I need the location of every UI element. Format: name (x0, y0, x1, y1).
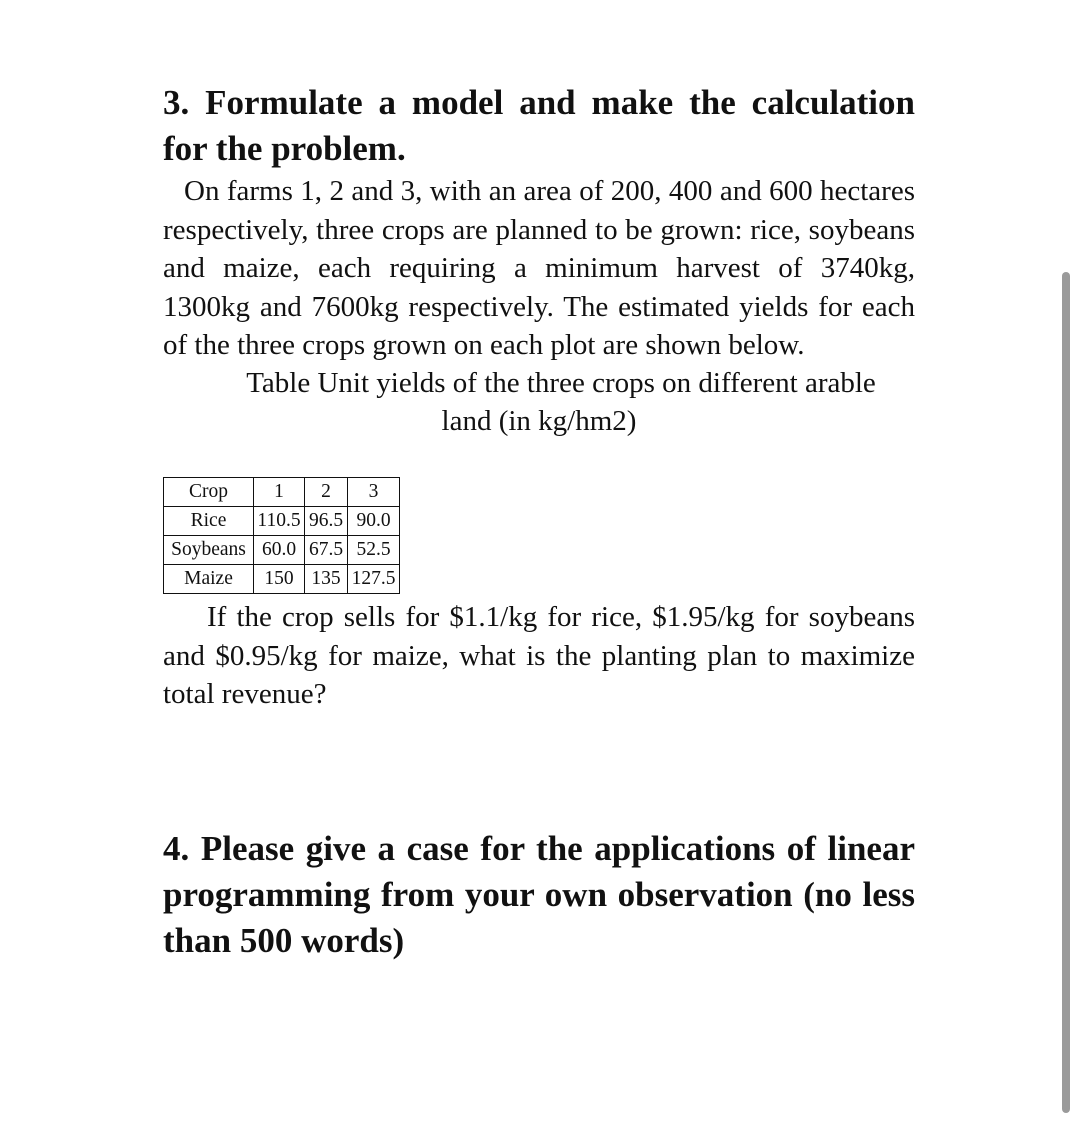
vertical-scrollbar[interactable] (1062, 272, 1070, 1113)
table-cell: 96.5 (305, 507, 348, 536)
table-row (164, 536, 400, 565)
table-header-cell: 3 (348, 478, 400, 507)
table-caption-line2: land (in kg/hm2) (441, 404, 637, 437)
table-cell: 60.0 (254, 536, 305, 565)
question-4-heading: 4. Please give a case for the applications of linear programming from your own observation (no less than 500 words) (163, 829, 915, 960)
crop-yield-table (163, 477, 400, 594)
table-row (164, 507, 400, 536)
table-cell: 127.5 (348, 565, 400, 594)
table-caption-line1: Table Unit yields of the three crops on different arable (246, 366, 876, 399)
question-3-heading: 3. Formulate a model and make the calculation for the problem. (163, 83, 915, 168)
table-row (164, 565, 400, 594)
table-header-cell: Crop (164, 478, 254, 507)
table-cell: Soybeans (164, 536, 254, 565)
table-header-cell: 2 (305, 478, 348, 507)
question-4-section (163, 826, 915, 964)
table-cell: 110.5 (254, 507, 305, 536)
question-3-section (163, 80, 915, 440)
table-cell: Rice (164, 507, 254, 536)
table-cell: 150 (254, 565, 305, 594)
question-3-ask (163, 598, 915, 714)
question-3-intro: On farms 1, 2 and 3, with an area of 200, 400 and 600 hectares respectively, three crops are planned to be grown: rice, soybeans and maize, each requiring a minimum harvest of 3740kg, 1300kg and 7600kg respectively. The estimated yields for each of the three crops grown on each plot are shown below. (163, 175, 915, 361)
table-header-cell: 1 (254, 478, 305, 507)
table-cell: 90.0 (348, 507, 400, 536)
question-3-question: If the crop sells for $1.1/kg for rice, $1.95/kg for soybeans and $0.95/kg for maize, what is the planting plan to maximize total revenue? (163, 601, 915, 710)
table-cell: 67.5 (305, 536, 348, 565)
table-cell: Maize (164, 565, 254, 594)
table-cell: 52.5 (348, 536, 400, 565)
table-cell: 135 (305, 565, 348, 594)
table-header-row (164, 478, 400, 507)
